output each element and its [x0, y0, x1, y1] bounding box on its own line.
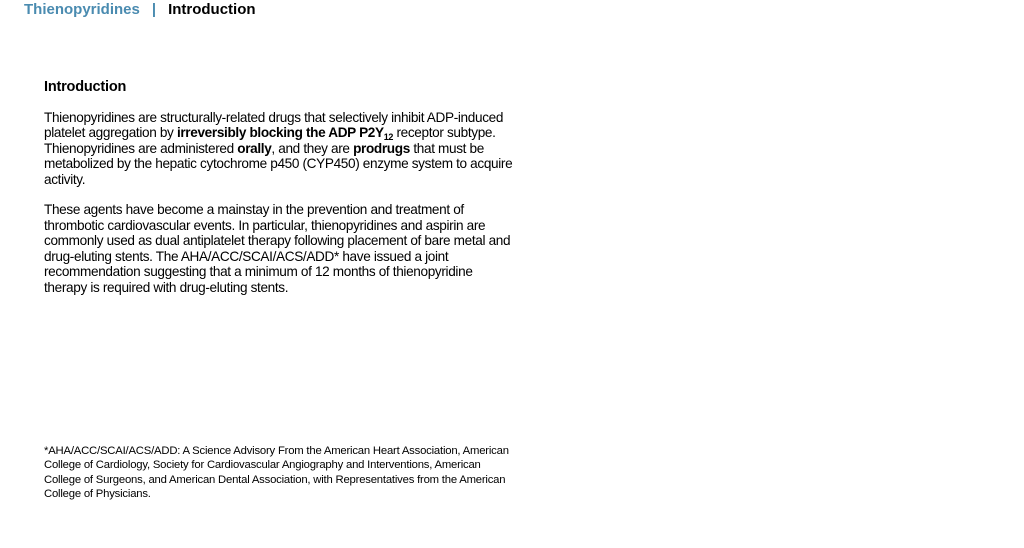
- main-content: [44, 80, 514, 310]
- p1-text-3: , and they are: [271, 140, 354, 156]
- content-heading: Introduction: [44, 79, 127, 95]
- page-title: Introduction: [168, 1, 256, 18]
- p1-bold-1: [177, 125, 393, 140]
- p1-bold-3: prodrugs: [353, 140, 410, 156]
- header-breadcrumb: [24, 1, 256, 18]
- breadcrumb-separator: |: [151, 1, 157, 18]
- section-title[interactable]: Thienopyridines: [24, 1, 140, 18]
- p1-bold-2: orally: [237, 140, 272, 156]
- intro-paragraph-2: These agents have become a mainstay in the prevention and treatment of thrombotic cardiovascular events. In particular, thienopyridines and aspirin are commonly used as dual antiplatelet therapy following placement of bare metal and drug-eluting stents. The AHA/ACC/SCAI/ACS/ADD* have issued a joint recommendation suggesting that a minimum of 12 months of thienopyridine therapy is required with drug-eluting stents.: [44, 202, 511, 295]
- intro-paragraph-1: [44, 110, 514, 188]
- p1-text-1: Thienopyridines are structurally-related drugs that selectively inhibit ADP-induced platelet aggregation by: [44, 109, 504, 140]
- p1-text-4: that must be metabolized by the hepatic cytochrome p450 (CYP450) enzyme system to acquire activity.: [44, 140, 513, 187]
- p1-subscript: 12: [383, 132, 394, 142]
- p1-text-2: receptor subtype. Thienopyridines are administered: [44, 125, 496, 156]
- p1-bold-1-text: irreversibly blocking the ADP P2Y: [176, 125, 384, 140]
- footnote: *AHA/ACC/SCAI/ACS/ADD: A Science Advisory From the American Heart Association, American College of Cardiology, Society for Cardiovascular Angiography and Interventions, American College of Surgeons, and American Dental Association, with Representatives from the American College of Physicians.: [44, 445, 509, 500]
